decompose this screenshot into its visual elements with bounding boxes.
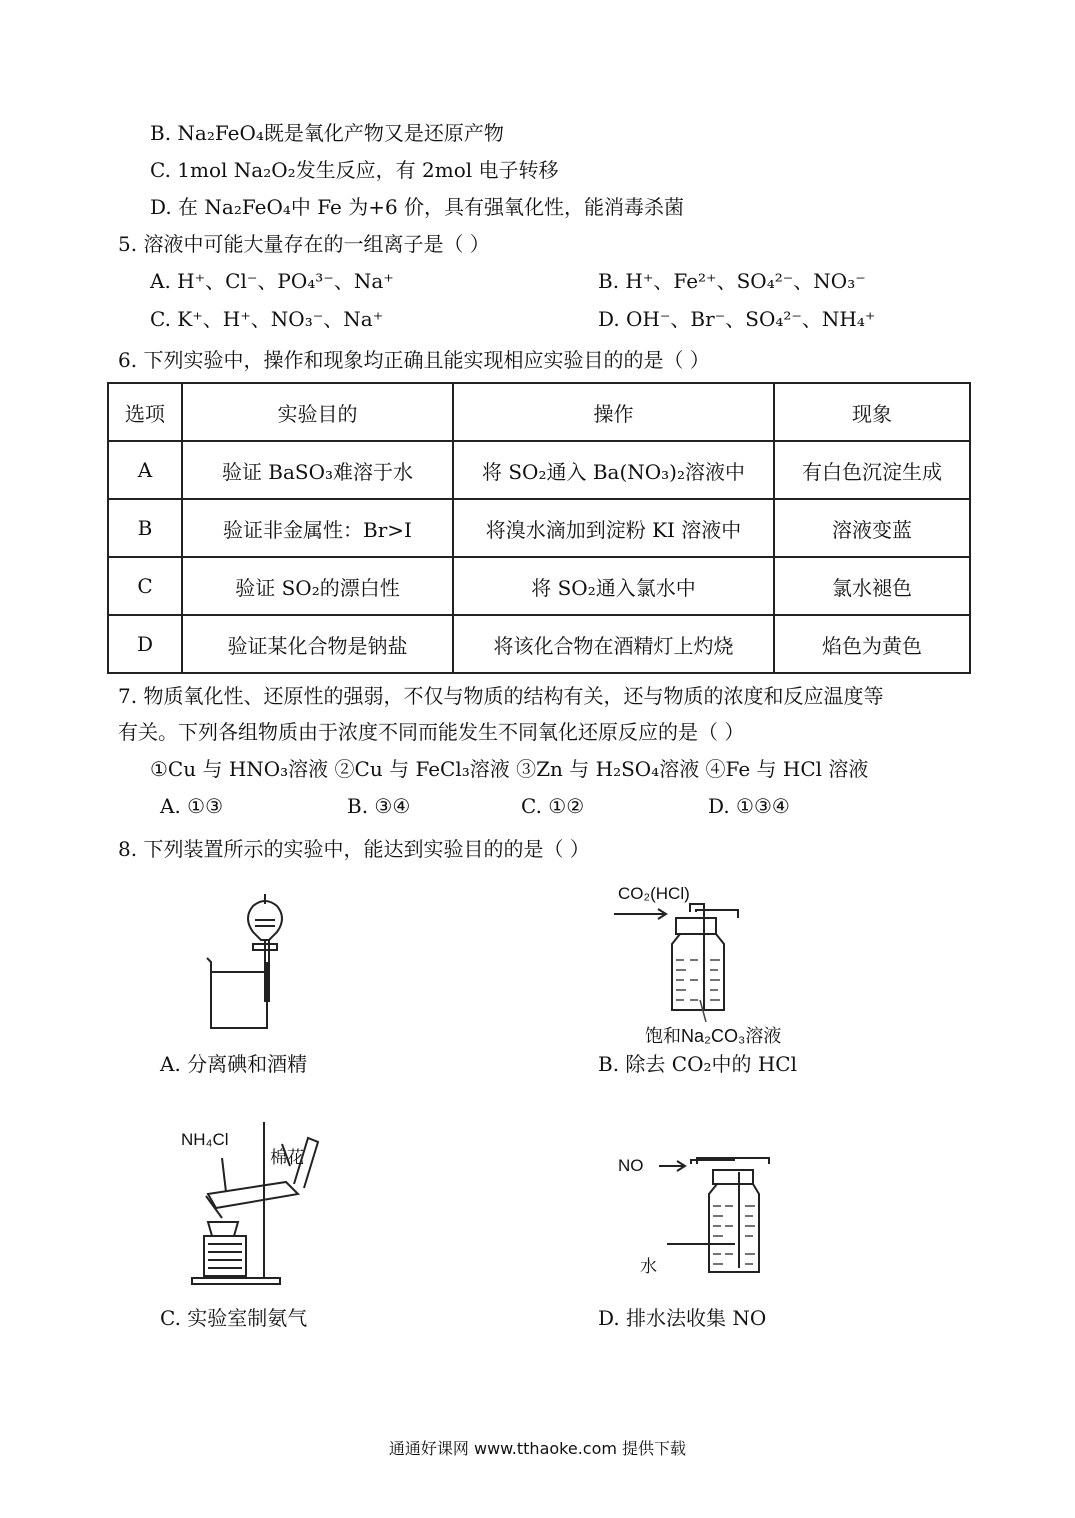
table-cell: B (108, 499, 182, 557)
table-cell: 验证 SO₂的漂白性 (182, 557, 453, 615)
q4-option-d: D. 在 Na₂FeO₄中 Fe 为+6 价，具有强氧化性，能消毒杀菌 (150, 195, 685, 219)
q7-option-a: A. ①③ (160, 794, 224, 818)
page-footer: 通通好课网 www.tthaoke.com 提供下载 (388, 1439, 687, 1458)
table-cell: 将 SO₂通入 Ba(NO₃)₂溶液中 (453, 441, 774, 499)
table-cell: 焰色为黄色 (774, 615, 970, 673)
figure-b-gas-label: CO₂(HCl) (618, 884, 690, 903)
q7-stem-line1: 7. 物质氧化性、还原性的强弱，不仅与物质的结构有关，还与物质的浓度和反应温度等 (118, 684, 884, 708)
figure-d-water-label: 水 (640, 1257, 657, 1276)
table-cell: D (108, 615, 182, 673)
q6-stem: 6. 下列实验中，操作和现象均正确且能实现相应实验目的的是（ ） (118, 348, 710, 372)
table-header-cell: 实验目的 (182, 383, 453, 441)
table-cell: 将该化合物在酒精灯上灼烧 (453, 615, 774, 673)
q7-stem-line2: 有关。下列各组物质由于浓度不同而能发生不同氧化还原反应的是（ ） (118, 720, 745, 744)
table-header-cell: 选项 (108, 383, 182, 441)
q4-option-b: B. Na₂FeO₄既是氧化产物又是还原产物 (150, 121, 504, 145)
table-cell: 溶液变蓝 (774, 499, 970, 557)
table-cell: 验证某化合物是钠盐 (182, 615, 453, 673)
figure-a-caption: A. 分离碘和酒精 (160, 1052, 308, 1076)
table-cell: 将溴水滴加到淀粉 KI 溶液中 (453, 499, 774, 557)
table-cell: A (108, 441, 182, 499)
q7-items: ①Cu 与 HNO₃溶液 ②Cu 与 FeCl₃溶液 ③Zn 与 H₂SO₄溶液 ④Fe 与 HCl 溶液 (150, 757, 869, 781)
table-row (108, 615, 970, 673)
table-cell: 验证非金属性：Br>I (182, 499, 453, 557)
figure-a-separatory-funnel (195, 892, 295, 1034)
figure-c-reagent-label: NH₄Cl (181, 1130, 229, 1149)
table-cell: C (108, 557, 182, 615)
q5-stem: 5. 溶液中可能大量存在的一组离子是（ ） (118, 232, 490, 256)
table-cell: 有白色沉淀生成 (774, 441, 970, 499)
figure-c-cotton-label: 棉花 (270, 1148, 304, 1167)
table-header-cell: 现象 (774, 383, 970, 441)
q5-option-d: D. OH⁻、Br⁻、SO₄²⁻、NH₄⁺ (598, 307, 876, 331)
table-header-row (108, 383, 970, 441)
q7-option-c: C. ①② (521, 794, 585, 818)
q7-option-d: D. ①③④ (708, 794, 790, 818)
figure-c-ammonia-apparatus (186, 1118, 334, 1290)
figure-b-wash-bottle (612, 900, 742, 1022)
figure-d-caption: D. 排水法收集 NO (598, 1306, 767, 1330)
figure-b-liquid-label: 饱和Na₂CO₃溶液 (645, 1026, 782, 1046)
figure-c-caption: C. 实验室制氨气 (160, 1306, 308, 1330)
table-cell: 氯水褪色 (774, 557, 970, 615)
experiment-table (107, 382, 971, 674)
table-header-cell: 操作 (453, 383, 774, 441)
q8-stem: 8. 下列装置所示的实验中，能达到实验目的的是（ ） (118, 837, 590, 861)
q5-option-c: C. K⁺、H⁺、NO₃⁻、Na⁺ (150, 307, 384, 331)
figure-d-collection-bottle (655, 1150, 775, 1278)
q4-option-c: C. 1mol Na₂O₂发生反应，有 2mol 电子转移 (150, 158, 559, 182)
table-cell: 验证 BaSO₃难溶于水 (182, 441, 453, 499)
q5-option-a: A. H⁺、Cl⁻、PO₄³⁻、Na⁺ (150, 269, 394, 293)
table-row (108, 499, 970, 557)
figure-b-caption: B. 除去 CO₂中的 HCl (598, 1052, 797, 1076)
q5-option-b: B. H⁺、Fe²⁺、SO₄²⁻、NO₃⁻ (598, 269, 866, 293)
table-cell: 将 SO₂通入氯水中 (453, 557, 774, 615)
figure-d-gas-label: NO (618, 1156, 644, 1175)
q7-option-b: B. ③④ (347, 794, 411, 818)
table-row (108, 441, 970, 499)
table-row (108, 557, 970, 615)
